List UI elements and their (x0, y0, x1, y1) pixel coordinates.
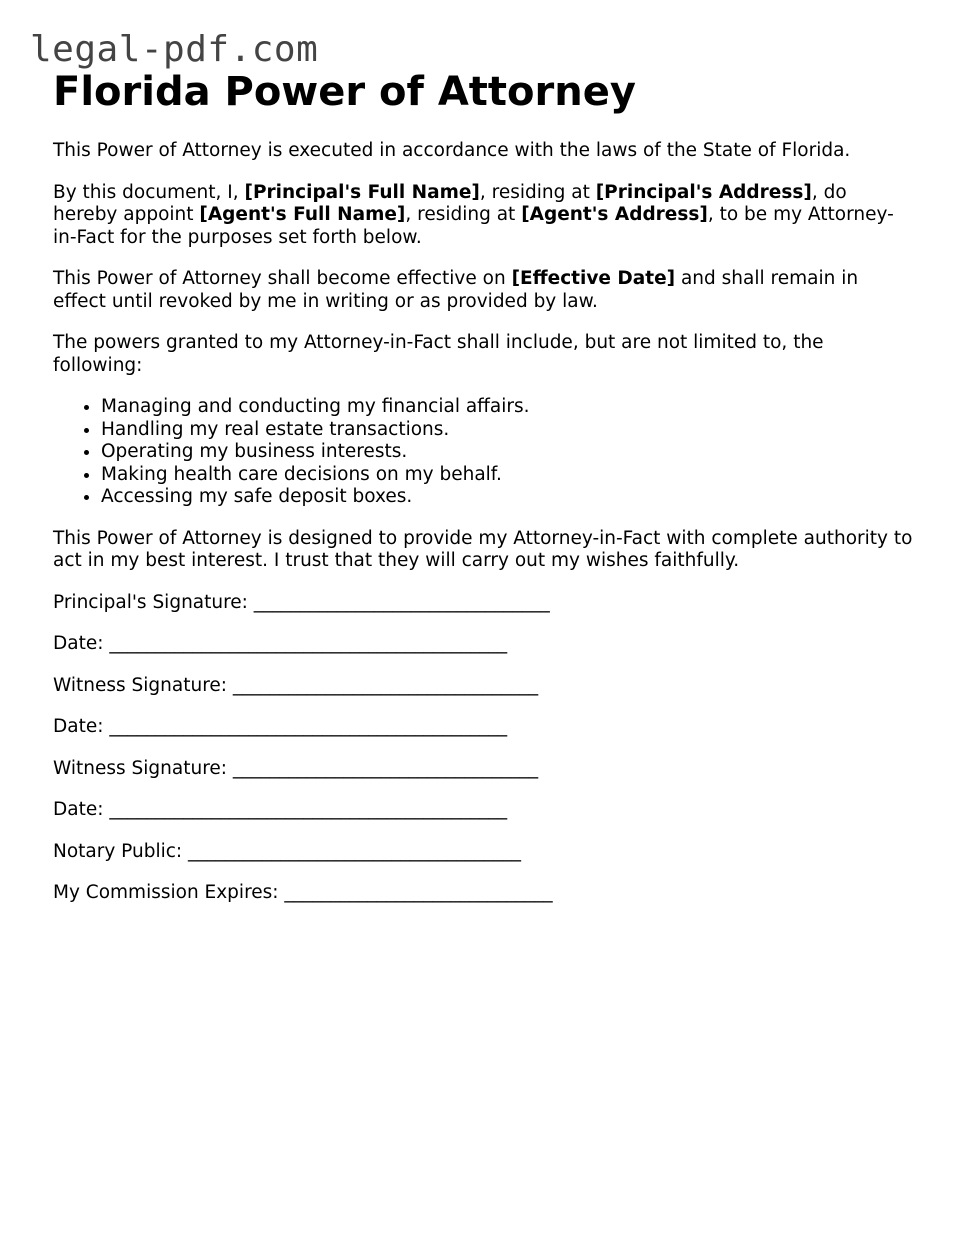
agent-address-placeholder: [Agent's Address] (521, 204, 708, 225)
power-item: • Operating my business interests. (101, 441, 915, 464)
power-item: • Making health care decisions on my behalf. (101, 464, 915, 487)
appointment-paragraph (53, 182, 915, 250)
principal-signature-line: Principal's Signature: ________________________________ (53, 591, 550, 613)
witness-2-signature-line: Witness Signature: _________________________________ (53, 757, 539, 779)
principal-date-line: Date: ___________________________________________ (53, 633, 508, 654)
witness-2-date-line: Date: ___________________________________________ (53, 799, 508, 820)
text-segment: , residing at (405, 204, 522, 225)
text-segment: , residing at (479, 181, 596, 203)
notary-public-line: Notary Public: ____________________________________ (53, 840, 522, 862)
document-title: Florida Power of Attorney (53, 69, 636, 115)
authority-paragraph: This Power of Attorney is designed to provide my Attorney-in-Fact with complete authority to act in my best interest. I trust that they will carry out my wishes faithfully. (53, 527, 913, 571)
watermark: legal-pdf.com (30, 29, 319, 70)
power-item: • Managing and conducting my financial affairs. (101, 396, 915, 419)
powers-list (53, 396, 915, 509)
power-item: • Accessing my safe deposit boxes. (101, 486, 915, 509)
text-segment: By this document, I, (53, 181, 245, 203)
effective-date-paragraph (53, 268, 915, 313)
principal-address-placeholder: [Principal's Address] (595, 181, 812, 203)
agent-name-placeholder: [Agent's Full Name] (199, 204, 406, 225)
commission-expires-line: My Commission Expires: _____________________________ (53, 882, 553, 903)
text-segment: This Power of Attorney shall become effective on (53, 268, 512, 289)
text-segment: , to be my Attorney-in-Fact for the purposes set forth below. (53, 204, 894, 248)
powers-intro-paragraph: The powers granted to my Attorney-in-Fact shall include, but are not limited to, the following: (53, 332, 824, 376)
witness-1-date-line: Date: ___________________________________________ (53, 716, 508, 737)
document-body (53, 140, 915, 924)
text-segment: , do hereby appoint (53, 181, 847, 225)
witness-1-signature-line: Witness Signature: _________________________________ (53, 674, 539, 696)
text-segment: and shall remain in effect until revoked by me in writing or as provided by law. (53, 268, 859, 312)
power-item: • Handling my real estate transactions. (101, 419, 915, 442)
principal-name-placeholder: [Principal's Full Name] (244, 181, 480, 203)
intro-paragraph: This Power of Attorney is executed in accordance with the laws of the State of Florida. (53, 140, 851, 161)
effective-date-placeholder: [Effective Date] (511, 268, 676, 289)
